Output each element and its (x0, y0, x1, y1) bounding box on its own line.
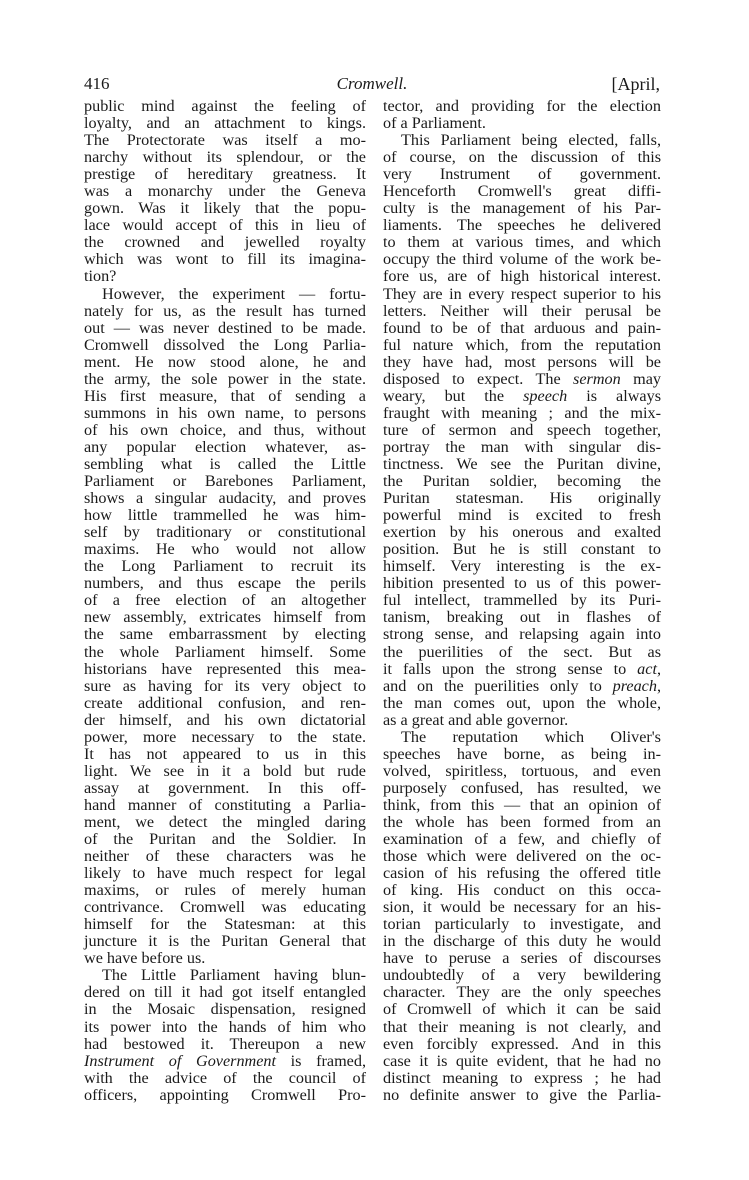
text-line: undoubtedly of a very bewildering (383, 966, 661, 985)
text-line: distinct meaning to express ; he had (383, 1068, 661, 1087)
text-line: The Little Parliament having blun- (102, 966, 366, 985)
text-line: dered on till it had got itself entangled (84, 983, 366, 1002)
text-line: His first measure, that of sending a (84, 386, 366, 405)
text-line: volved, spiritless, tortuous, and even (383, 761, 661, 780)
text-line: The reputation which Oliver's (401, 727, 661, 746)
text-line: was a monarchy under the Geneva (84, 182, 366, 201)
text-line: himself for the Statesman: at this (84, 915, 366, 934)
text-line: Henceforth Cromwell's great diffi- (383, 182, 661, 201)
italic-phrase: Instrument of Government (84, 1051, 277, 1070)
text-line: have to peruse a series of discourses (383, 949, 661, 968)
text-line: the whole has been formed from an (383, 812, 661, 831)
text-line: tanism, breaking out in flashes of (383, 608, 661, 627)
text-line: which was wont to fill its imagina- (84, 250, 366, 269)
text-line: historians have represented this mea- (84, 659, 366, 678)
text-line: narchy without its splendour, or the (84, 148, 366, 167)
text-line: Instrument of Government is framed, (84, 1051, 366, 1070)
text-line: no definite answer to give the Parlia- (383, 1085, 661, 1104)
text-line: the army, the sole power in the state. (84, 369, 366, 388)
text-line: of a Parliament. (383, 114, 486, 133)
text-line: portray the man with singular dis- (383, 437, 661, 456)
text-line: ment, we detect the mingled daring (84, 812, 366, 831)
italic-phrase: sermon (573, 369, 621, 388)
text-line: fore us, are of high historical interest. (383, 267, 661, 286)
text-line: those which were delivered on the oc- (383, 847, 661, 866)
text-line: exertion by his onerous and exalted (383, 523, 661, 542)
right-column (383, 98, 661, 1104)
text-line: hand manner of constituting a Parlia- (84, 795, 366, 814)
text-line: of his own choice, and thus, without (84, 420, 366, 439)
text-line: letters. Neither will their perusal be (383, 301, 661, 320)
text-line: It has not appeared to us in this (84, 744, 366, 763)
text-line: of a free election of an altogether (84, 591, 366, 610)
text-line: gown. Was it likely that the popu- (84, 199, 366, 218)
text-line: we have before us. (84, 949, 206, 968)
text-line: had bestowed it. Thereupon a new (84, 1034, 366, 1053)
text-line: think, from this — that an opinion of (383, 795, 661, 814)
text-line: contrivance. Cromwell was educating (84, 898, 366, 917)
text-line: out — was never destined to be made. (84, 318, 366, 337)
page-number: 416 (84, 74, 110, 93)
text-line: light. We see in it a bold but rude (84, 761, 366, 780)
running-title: Cromwell. (336, 74, 408, 93)
text-line: in the discharge of this duty he would (383, 932, 661, 951)
text-line: and on the puerilities only to preach, (383, 676, 661, 695)
text-line: maxims, or rules of merely human (84, 881, 366, 900)
text-line: Puritan statesman. His originally (383, 489, 661, 508)
text-line: the puerilities of the sect. But as (383, 642, 661, 661)
text-line: ful nature which, from the reputation (383, 335, 661, 354)
text-line: position. But he is still constant to (383, 540, 661, 559)
text-line: The Protectorate was itself a mo- (84, 131, 366, 150)
text-line: its power into the hands of him who (84, 1017, 366, 1036)
text-line: maxims. He who would not allow (84, 540, 366, 559)
text-line: liaments. The speeches he delivered (383, 216, 661, 235)
text-line: sure as having for its very object to (84, 676, 366, 695)
text-line: of course, on the discussion of this (383, 148, 661, 167)
text-line: power, more necessary to the state. (84, 727, 366, 746)
text-line: very Instrument of government. (383, 165, 661, 184)
text-line: occupy the third volume of the work be- (383, 250, 661, 269)
text-line: officers, appointing Cromwell Pro- (84, 1085, 366, 1104)
text-line: nately for us, as the result has turned (84, 301, 366, 320)
text-line: tion? (84, 267, 117, 286)
text-line: assay at government. In this off- (84, 778, 366, 797)
text-line: lace would accept of this in lieu of (84, 216, 366, 235)
text-line: even forcibly expressed. And in this (383, 1034, 661, 1053)
text-line: ment. He now stood alone, he and (84, 352, 366, 371)
text-line: speeches have borne, as being in- (383, 744, 661, 763)
italic-phrase: preach (612, 676, 657, 695)
text-line: character. They are the only speeches (383, 983, 661, 1002)
text-line: the whole Parliament himself. Some (84, 642, 366, 661)
text-line: purposely confused, has resulted, we (383, 778, 661, 797)
text-line: that their meaning is not clearly, and (383, 1017, 661, 1036)
text-line: fraught with meaning ; and the mix- (383, 403, 661, 422)
text-line: shows a singular audacity, and proves (84, 489, 366, 508)
text-line: weary, but the speech is always (383, 386, 662, 405)
text-line: in the Mosaic dispensation, resigned (84, 1000, 366, 1019)
text-line: powerful mind is excited to fresh (383, 506, 661, 525)
text-line: examination of a few, and chiefly of (383, 830, 661, 849)
text-line: create additional confusion, and ren- (84, 693, 366, 712)
text-line: summons in his own name, to persons (84, 403, 366, 422)
text-line: Cromwell dissolved the Long Parlia- (84, 335, 366, 354)
text-line: likely to have much respect for legal (84, 864, 366, 883)
text-line: Parliament or Barebones Parliament, (84, 472, 366, 491)
text-line: prestige of hereditary greatness. It (84, 165, 366, 184)
text-line: casion of his refusing the offered title (383, 864, 661, 883)
text-line: the Long Parliament to recruit its (84, 557, 366, 576)
text-line: ture of sermon and speech together, (383, 420, 661, 439)
text-line: of the Puritan and the Soldier. In (84, 830, 366, 849)
italic-phrase: speech (523, 386, 568, 405)
text-line: case it is quite evident, that he had no (383, 1051, 661, 1070)
text-line: numbers, and thus escape the perils (84, 574, 366, 593)
text-line: They are in every respect superior to his (383, 284, 661, 303)
text-line: self by traditionary or constitutional (84, 523, 366, 542)
italic-phrase: act (637, 659, 657, 678)
text-line: torian particularly to investigate, and (383, 915, 661, 934)
text-line: the crowned and jewelled royalty (84, 233, 366, 252)
text-line: of king. His conduct on this occa- (383, 881, 661, 900)
text-line: himself. Very interesting is the ex- (383, 557, 661, 576)
running-date: [April, (611, 74, 660, 94)
text-line: the same embarrassment by electing (84, 625, 366, 644)
text-line: neither of these characters was he (84, 847, 366, 866)
text-line: found to be of that arduous and pain- (383, 318, 661, 337)
text-line: it falls upon the strong sense to act, (383, 659, 661, 678)
text-line: as a great and able governor. (383, 710, 569, 729)
text-line: culty is the management of his Par- (383, 199, 661, 218)
text-line: juncture it is the Puritan General that (84, 932, 366, 951)
text-line: strong sense, and relapsing again into (383, 625, 661, 644)
text-line: hibition presented to us of this power- (383, 574, 661, 593)
text-line: der himself, and his own dictatorial (84, 710, 366, 729)
text-line: ful intellect, trammelled by its Puri- (383, 591, 661, 610)
text-line: However, the experiment — fortu- (102, 284, 366, 303)
text-line: the Puritan soldier, becoming the (383, 472, 661, 491)
text-line: with the advice of the council of (84, 1068, 366, 1087)
text-line: any popular election whatever, as- (84, 437, 366, 456)
running-header (84, 74, 660, 96)
text-line: the man comes out, upon the whole, (383, 693, 661, 712)
text-line: sembling what is called the Little (84, 454, 366, 473)
text-line: they have had, most persons will be (383, 352, 661, 371)
text-line: sion, it would be necessary for an his- (383, 898, 661, 917)
text-line: tector, and providing for the election (383, 97, 661, 115)
text-line: disposed to expect. The sermon may (383, 369, 661, 388)
left-column (84, 98, 366, 1104)
text-line: how little trammelled he was him- (84, 506, 366, 525)
text-line: public mind against the feeling of (84, 97, 366, 115)
text-line: of Cromwell of which it can be said (383, 1000, 661, 1019)
text-line: loyalty, and an attachment to kings. (84, 114, 366, 133)
text-line: tinctness. We see the Puritan divine, (383, 454, 661, 473)
text-line: This Parliament being elected, falls, (401, 131, 661, 150)
text-line: new assembly, extricates himself from (84, 608, 366, 627)
text-line: to them at various times, and which (383, 233, 661, 252)
